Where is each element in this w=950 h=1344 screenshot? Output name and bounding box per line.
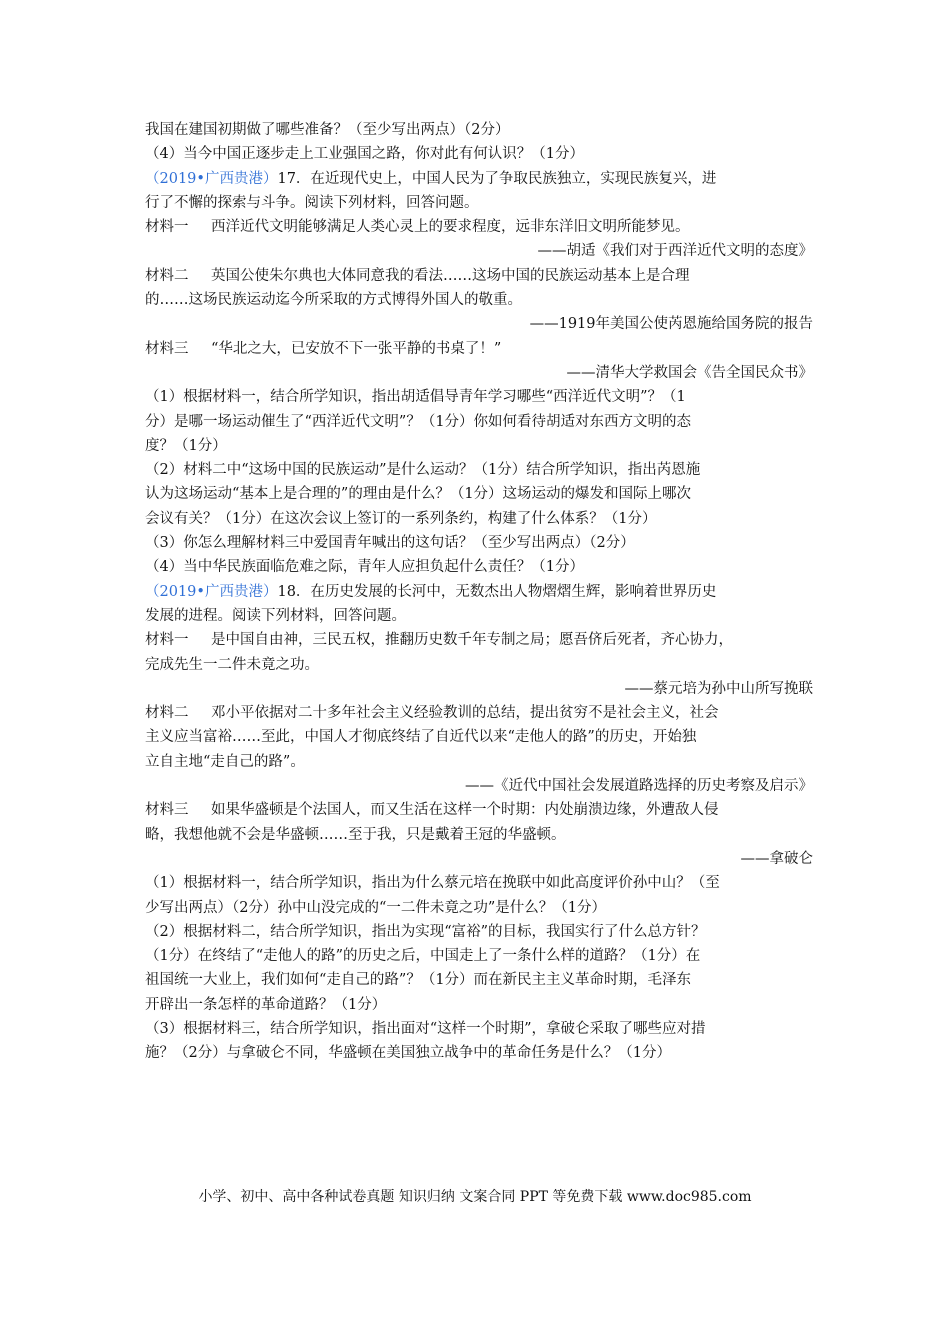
question-line: （4）当中华民族面临危难之际，青年人应担负起什么责任？（1分） — [145, 559, 584, 576]
question-line: 祖国统一大业上，我们如何“走自己的路”？（1分）而在新民主主义革命时期，毛泽东 — [145, 972, 692, 989]
material-text: “华北之大，已安放不下一张平静的书桌了！” — [211, 340, 502, 357]
question-18-header — [145, 580, 813, 604]
question-line: 认为这场运动“基本上是合理的”的理由是什么？（1分）这场运动的爆发和国际上哪次 — [145, 486, 692, 503]
question-line: （1分）在终结了“走他人的路”的历史之后，中国走上了一条什么样的道路？（1分）在 — [145, 948, 701, 965]
question-text: 17．在近现代史上，中国人民为了争取民族独立，实现民族复兴，进 — [277, 170, 717, 187]
question-line: 度？（1分） — [145, 437, 227, 454]
material-label: 材料一 — [145, 219, 189, 236]
material-citation: ——《近代中国社会发展道路选择的历史考察及启示》 — [465, 778, 813, 795]
question-line: 会议有关？（1分）在这次会议上签订的一系列条约，构建了什么体系？（1分） — [145, 510, 657, 527]
material-3 — [145, 337, 813, 361]
question-source: （2019•广西贵港） — [145, 170, 278, 187]
question-line: （3）你怎么理解材料三中爱国青年喊出的这句话？（至少写出两点）（2分） — [145, 535, 635, 552]
material-label: 材料二 — [145, 705, 189, 722]
question-source: （2019•广西贵港） — [145, 583, 278, 600]
material-text: 是中国自由神，三民五权，推翻历史数千年专制之局；愿吾侪后死者，齐心协力， — [211, 632, 733, 649]
question-line: 开辟出一条怎样的革命道路？（1分） — [145, 996, 387, 1013]
text-line: 我国在建国初期做了哪些准备？（至少写出两点）（2分） — [145, 122, 510, 138]
material-label: 材料一 — [145, 632, 189, 649]
material-citation: ——蔡元培为孙中山所写挽联 — [624, 680, 813, 697]
material-citation: ——胡适《我们对于西洋近代文明的态度》 — [537, 243, 813, 260]
material-3 — [145, 798, 813, 822]
page-footer: 小学、初中、高中各种试卷真题 知识归纳 文案合同 PPT 等免费下载 www.doc985.com — [198, 1189, 752, 1205]
material-1 — [145, 215, 813, 239]
material-text-line: 的……这场民族运动迄今所采取的方式博得外国人的敬重。 — [145, 292, 522, 309]
document-body — [145, 118, 813, 1066]
question-line: （4）当今中国正逐步走上工业强国之路，你对此有何认识？（1分） — [145, 146, 584, 163]
question-text-line: 行了不懈的探索与斗争。阅读下列材料，回答问题。 — [145, 194, 479, 211]
material-1 — [145, 628, 813, 652]
question-line: 少写出两点）（2分）孙中山没完成的“一二件未竟之功”是什么？（1分） — [145, 899, 607, 916]
question-text-line: 发展的进程。阅读下列材料，回答问题。 — [145, 607, 406, 624]
question-line: （2）材料二中“这场中国的民族运动”是什么运动？（1分）结合所学知识，指出芮恩施 — [145, 462, 701, 479]
material-text-line: 完成先生一二件未竟之功。 — [145, 656, 319, 673]
material-text-line: 立自主地“走自己的路”。 — [145, 753, 305, 770]
material-text-line: 略，我想他就不会是华盛顿……至于我，只是戴着王冠的华盛顿。 — [145, 826, 566, 843]
material-text: 英国公使朱尔典也大体同意我的看法……这场中国的民族运动基本上是合理 — [211, 267, 690, 284]
material-citation: ——拿破仑 — [740, 850, 813, 867]
material-citation: ——1919年美国公使芮恩施给国务院的报告 — [529, 316, 813, 333]
material-text-line: 主义应当富裕……至此，中国人才彻底终结了自近代以来“走他人的路”的历史，开始独 — [145, 729, 697, 746]
question-line: （1）根据材料一，结合所学知识，指出胡适倡导青年学习哪些“西洋近代文明”？（1 — [145, 389, 686, 406]
material-2 — [145, 264, 813, 288]
question-line: （2）根据材料二，结合所学知识，指出为实现“富裕”的目标，我国实行了什么总方针？ — [145, 923, 706, 940]
material-2 — [145, 701, 813, 725]
material-label: 材料三 — [145, 802, 189, 819]
material-label: 材料二 — [145, 267, 189, 284]
question-text: 18．在历史发展的长河中，无数杰出人物熠熠生辉，影响着世界历史 — [277, 583, 717, 600]
material-text: 邓小平依据对二十多年社会主义经验教训的总结，提出贫穷不是社会主义，社会 — [211, 705, 719, 722]
question-line: （1）根据材料一，结合所学知识，指出为什么蔡元培在挽联中如此高度评价孙中山？（至 — [145, 875, 720, 892]
material-label: 材料三 — [145, 340, 189, 357]
question-line: 施？（2分）与拿破仑不同，华盛顿在美国独立战争中的革命任务是什么？（1分） — [145, 1045, 671, 1062]
material-text: 如果华盛顿是个法国人，而又生活在这样一个时期：内处崩溃边缘，外遭敌人侵 — [211, 802, 719, 819]
question-line: （3）根据材料三，结合所学知识，指出面对“这样一个时期”，拿破仑采取了哪些应对措 — [145, 1020, 706, 1037]
question-line: 分）是哪一场运动催生了“西洋近代文明”？（1分）你如何看待胡适对东西方文明的态 — [145, 413, 692, 430]
question-17-header — [145, 167, 813, 191]
material-text: 西洋近代文明能够满足人类心灵上的要求程度，远非东洋旧文明所能梦见。 — [211, 219, 690, 236]
material-citation: ——清华大学救国会《告全国民众书》 — [566, 364, 813, 381]
